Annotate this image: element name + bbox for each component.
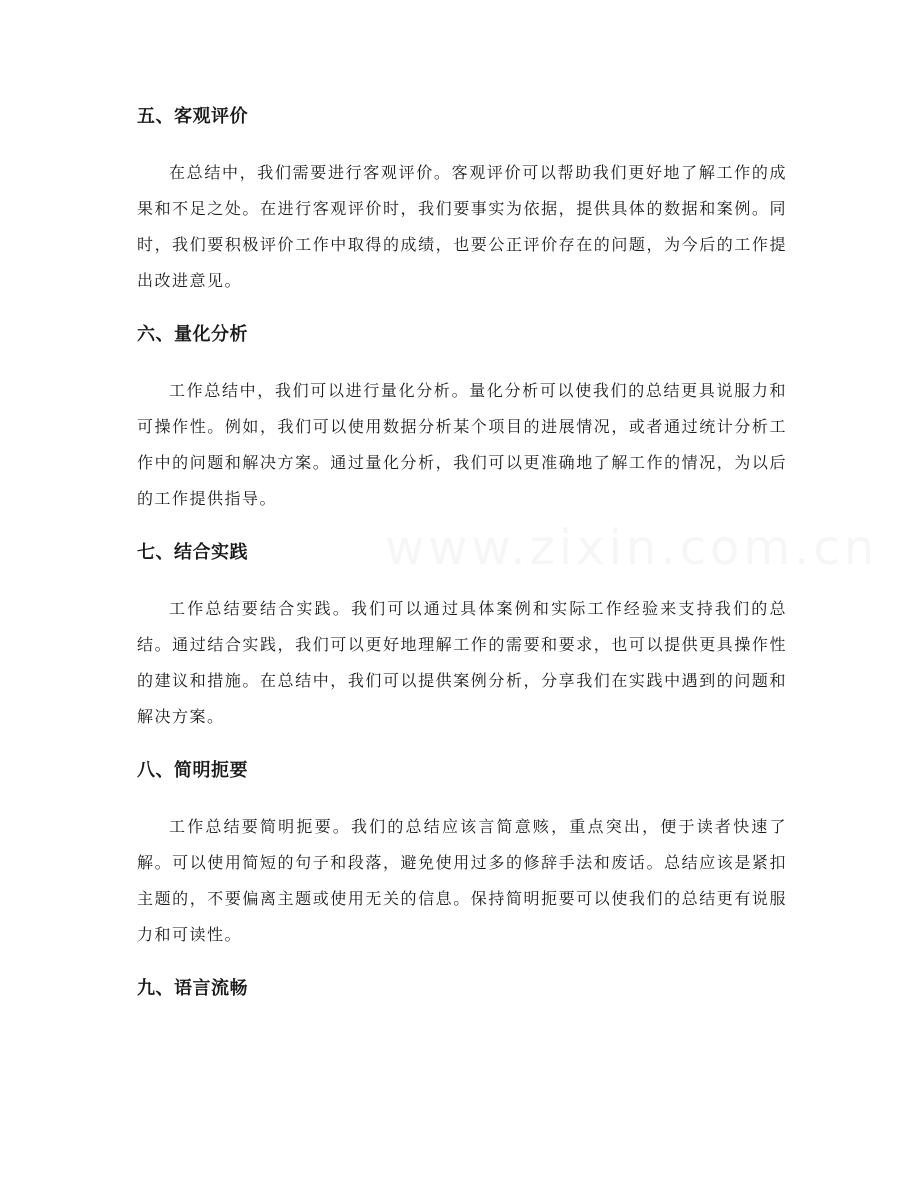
section-6 [137, 322, 787, 517]
section-heading: 九、语言流畅 [137, 978, 248, 999]
section-paragraph: 在总结中，我们需要进行客观评价。客观评价可以帮助我们更好地了解工作的成果和不足之处。在进行客观评价时，我们要事实为依据，提供具体的数据和案例。同时，我们要积极评价工作中取得的成绩，也要公正评价存在的问题，为今后的工作提出改进意见。 [137, 163, 787, 290]
section-paragraph: 工作总结中，我们可以进行量化分析。量化分析可以使我们的总结更具说服力和可操作性。例如，我们可以使用数据分析某个项目的进展情况，或者通过统计分析工作中的问题和解决方案。通过量化分析，我们可以更准确地了解工作的情况，为以后的工作提供指导。 [137, 381, 787, 508]
section-8 [137, 758, 787, 953]
section-heading: 五、客观评价 [137, 106, 248, 127]
section-5 [137, 104, 787, 299]
section-9 [137, 976, 787, 1002]
section-heading: 七、结合实践 [137, 542, 248, 563]
section-paragraph: 工作总结要简明扼要。我们的总结应该言简意赅，重点突出，便于读者快速了解。可以使用简短的句子和段落，避免使用过多的修辞手法和废话。总结应该是紧扣主题的，不要偏离主题或使用无关的信息。保持简明扼要可以使我们的总结更有说服力和可读性。 [137, 817, 787, 944]
section-paragraph: 工作总结要结合实践。我们可以通过具体案例和实际工作经验来支持我们的总结。通过结合实践，我们可以更好地理解工作的需要和要求，也可以提供更具操作性的建议和措施。在总结中，我们可以提供案例分析，分享我们在实践中遇到的问题和解决方案。 [137, 599, 787, 726]
section-heading: 六、量化分析 [137, 324, 248, 345]
section-heading: 八、简明扼要 [137, 760, 248, 781]
document-body [137, 104, 787, 1027]
section-7 [137, 540, 787, 735]
